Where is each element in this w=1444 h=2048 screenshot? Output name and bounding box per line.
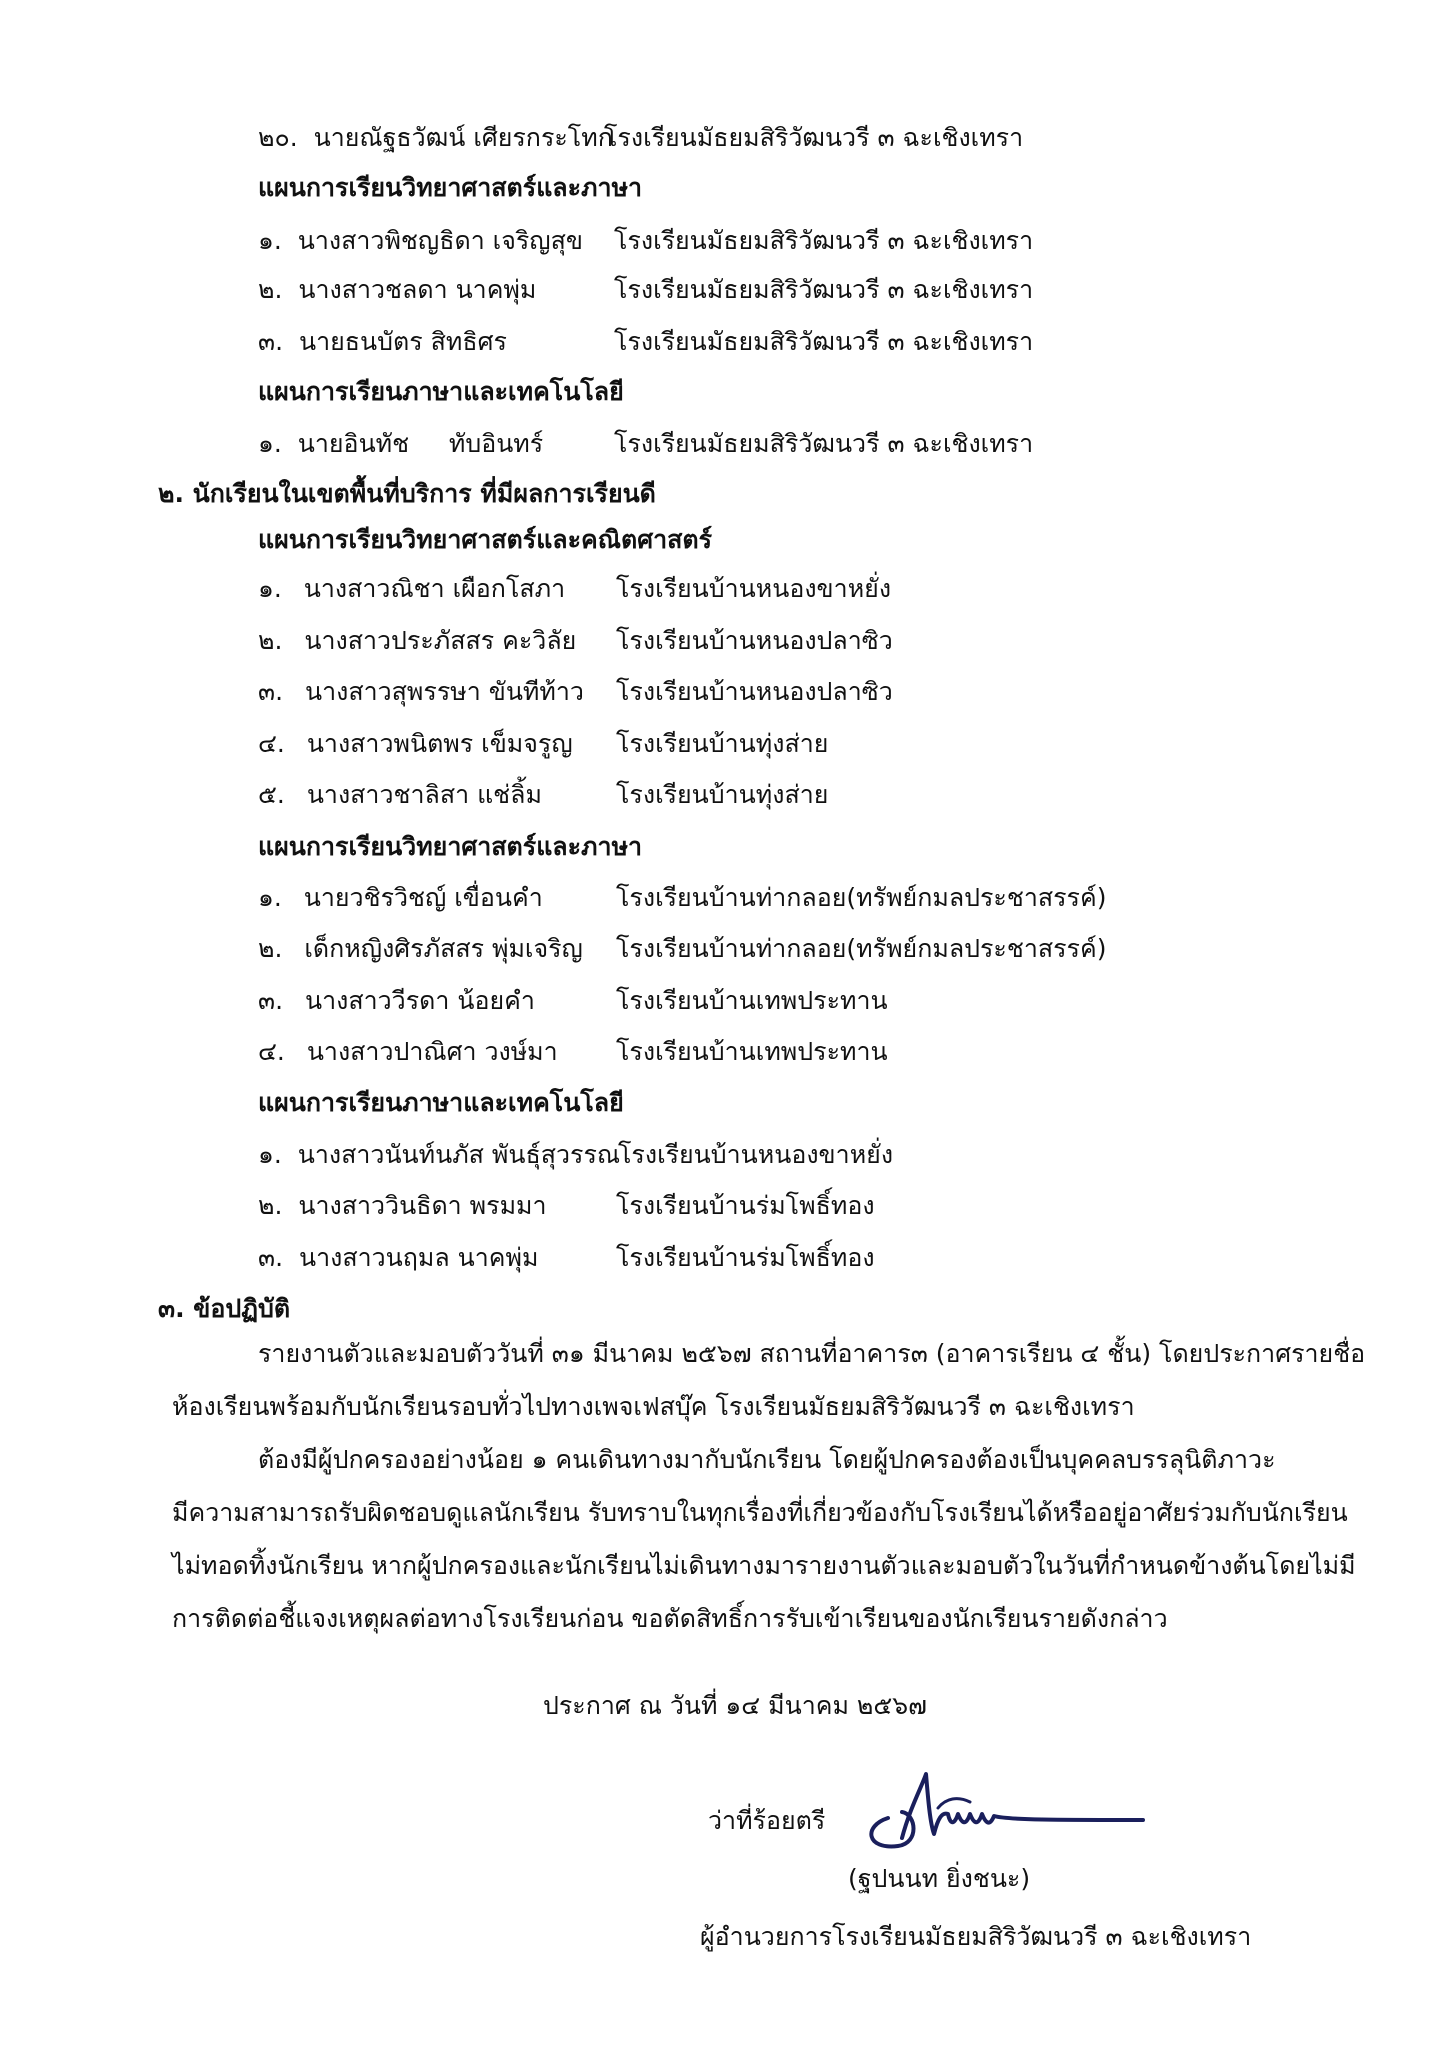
school-name: โรงเรียนบ้านท่ากลอย(ทรัพย์กมลประชาสรรค์) <box>616 934 1107 963</box>
student-name: นายอินทัช ทับอินทร์ <box>297 429 544 458</box>
entry-number: ๓. <box>258 327 284 356</box>
school-name: โรงเรียนบ้านร่มโพธิ์ทอง <box>616 1191 875 1220</box>
list-item <box>258 221 1034 261</box>
school-name: โรงเรียนมัธยมสิริวัฒนวรี ๓ ฉะเชิงเทรา <box>614 327 1034 356</box>
entry-number: ๔. <box>258 729 285 758</box>
student-name: นางสาววินธิดา พรมมา <box>298 1191 547 1220</box>
student-name: นายณัฐธวัฒน์ เศียรกระโทก <box>313 123 613 152</box>
list-item <box>258 424 1034 464</box>
entry-number: ๑. <box>258 226 282 255</box>
student-name: นางสาวพิชญธิดา เจริญสุข <box>297 226 583 255</box>
school-name: โรงเรียนมัธยมสิริวัฒนวรี ๓ ฉะเชิงเทรา <box>604 123 1024 152</box>
entry-number: ๒. <box>258 934 283 963</box>
plan-heading: แผนการเรียนวิทยาศาสตร์และภาษา <box>258 173 643 202</box>
paragraph-line: ไม่ทอดทิ้งนักเรียน หากผู้ปกครองและนักเรียนไม่เดินทางมารายงานตัวและมอบตัวในวันที่กำหนดข้างต้นโดยไม่มี <box>172 1551 1356 1580</box>
signature-icon <box>858 1768 1148 1858</box>
entry-number: ๓. <box>258 1243 284 1272</box>
plan-heading: แผนการเรียนภาษาและเทคโนโลยี <box>258 1088 624 1117</box>
signatory-position: ผู้อำนวยการโรงเรียนมัธยมสิริวัฒนวรี ๓ ฉะเชิงเทรา <box>700 1922 1252 1951</box>
plan-heading: แผนการเรียนภาษาและเทคโนโลยี <box>258 377 624 406</box>
list-item <box>258 878 1107 918</box>
student-name: นางสาวชาลิสา แช่ลิ้ม <box>306 780 542 809</box>
list-item <box>258 981 888 1021</box>
entry-number: ๒๐. <box>258 123 298 152</box>
entry-number: ๑. <box>258 429 282 458</box>
school-name: โรงเรียนมัธยมสิริวัฒนวรี ๓ ฉะเชิงเทรา <box>614 275 1034 304</box>
school-name: โรงเรียนบ้านหนองขาหยั่ง <box>616 574 892 603</box>
list-item <box>258 1238 875 1278</box>
announcement-date: ประกาศ ณ วันที่ ๑๔ มีนาคม ๒๕๖๗ <box>543 1691 927 1720</box>
student-name: นายธนบัตร สิทธิศร <box>299 327 507 356</box>
student-name: นางสาววีรดา น้อยคำ <box>305 986 535 1015</box>
section-heading: ๓. ข้อปฏิบัติ <box>158 1294 291 1323</box>
plan-heading: แผนการเรียนวิทยาศาสตร์และคณิตศาสตร์ <box>258 525 713 554</box>
school-name: โรงเรียนบ้านหนองขาหยั่ง <box>618 1140 894 1169</box>
student-name: นางสาวประภัสสร คะวิลัย <box>304 626 577 655</box>
student-name: เด็กหญิงศิรภัสสร พุ่มเจริญ <box>304 934 583 963</box>
paragraph-line: ห้องเรียนพร้อมกับนักเรียนรอบทั่วไปทางเพจเฟสบุ๊ค โรงเรียนมัธยมสิริวัฒนวรี ๓ ฉะเชิงเทรา <box>172 1392 1135 1421</box>
list-item <box>258 621 893 661</box>
paragraph-line: การติดต่อชี้แจงเหตุผลต่อทางโรงเรียนก่อน ขอตัดสิทธิ์การรับเข้าเรียนของนักเรียนรายดังกล่าว <box>172 1604 1168 1633</box>
school-name: โรงเรียนบ้านทุ่งส่าย <box>616 729 829 758</box>
list-item <box>258 322 1034 362</box>
list-item <box>258 775 829 815</box>
student-name: นางสาวพนิตพร เข็มจรูญ <box>306 729 573 758</box>
entry-number: ๒. <box>258 626 283 655</box>
signatory-name: (ฐปนนท ยิ่งชนะ) <box>848 1864 1031 1893</box>
list-item <box>258 724 829 764</box>
entry-number: ๑. <box>258 883 282 912</box>
list-item <box>258 1186 875 1226</box>
paragraph-line: มีความสามารถรับผิดชอบดูแลนักเรียน รับทราบในทุกเรื่องที่เกี่ยวข้องกับโรงเรียนได้หรืออยู่อาศัยร่วมกับนักเรียน <box>172 1498 1348 1527</box>
school-name: โรงเรียนบ้านหนองปลาซิว <box>616 677 893 706</box>
school-name: โรงเรียนมัธยมสิริวัฒนวรี ๓ ฉะเชิงเทรา <box>614 429 1034 458</box>
paragraph-line: รายงานตัวและมอบตัววันที่ ๓๑ มีนาคม ๒๕๖๗ สถานที่อาคาร๓ (อาคารเรียน ๔ ชั้น) โดยประกาศรายชื่อ <box>258 1339 1366 1368</box>
student-name: นายวชิรวิชญ์ เขื่อนคำ <box>303 883 543 912</box>
student-name: นางสาวนันท์นภัส พันธุ์สุวรรณ <box>297 1140 621 1169</box>
list-item <box>258 1032 888 1072</box>
school-name: โรงเรียนมัธยมสิริวัฒนวรี ๓ ฉะเชิงเทรา <box>614 226 1034 255</box>
paragraph-line: ต้องมีผู้ปกครองอย่างน้อย ๑ คนเดินทางมากับนักเรียน โดยผู้ปกครองต้องเป็นบุคคลบรรลุนิติภาวะ <box>258 1445 1276 1474</box>
school-name: โรงเรียนบ้านเทพประทาน <box>616 986 888 1015</box>
entry-number: ๓. <box>258 677 284 706</box>
school-name: โรงเรียนบ้านทุ่งส่าย <box>616 780 829 809</box>
plan-heading: แผนการเรียนวิทยาศาสตร์และภาษา <box>258 832 643 861</box>
entry-number: ๑. <box>258 1140 282 1169</box>
list-item <box>258 270 1034 310</box>
entry-number: ๓. <box>258 986 284 1015</box>
list-item <box>258 569 892 609</box>
entry-number: ๑. <box>258 574 282 603</box>
signatory-rank: ว่าที่ร้อยตรี <box>708 1806 826 1835</box>
entry-number: ๒. <box>258 275 283 304</box>
school-name: โรงเรียนบ้านร่มโพธิ์ทอง <box>616 1243 875 1272</box>
list-item <box>258 672 893 712</box>
student-name: นางสาวสุพรรษา ขันทีท้าว <box>305 677 584 706</box>
section-heading: ๒. นักเรียนในเขตพื้นที่บริการ ที่มีผลการเรียนดี <box>158 479 656 508</box>
student-name: นางสาวนฤมล นาคพุ่ม <box>299 1243 539 1272</box>
list-item <box>258 929 1107 969</box>
school-name: โรงเรียนบ้านหนองปลาซิว <box>616 626 893 655</box>
entry-number: ๒. <box>258 1191 283 1220</box>
student-name: นางสาวชลดา นาคพุ่ม <box>298 275 537 304</box>
student-name: นางสาวณิชา เผือกโสภา <box>303 574 566 603</box>
list-item <box>258 1135 894 1175</box>
entry-number: ๕. <box>258 780 285 809</box>
list-item <box>258 118 1024 158</box>
school-name: โรงเรียนบ้านท่ากลอย(ทรัพย์กมลประชาสรรค์) <box>616 883 1107 912</box>
school-name: โรงเรียนบ้านเทพประทาน <box>616 1037 888 1066</box>
entry-number: ๔. <box>258 1037 285 1066</box>
student-name: นางสาวปาณิศา วงษ์มา <box>306 1037 558 1066</box>
